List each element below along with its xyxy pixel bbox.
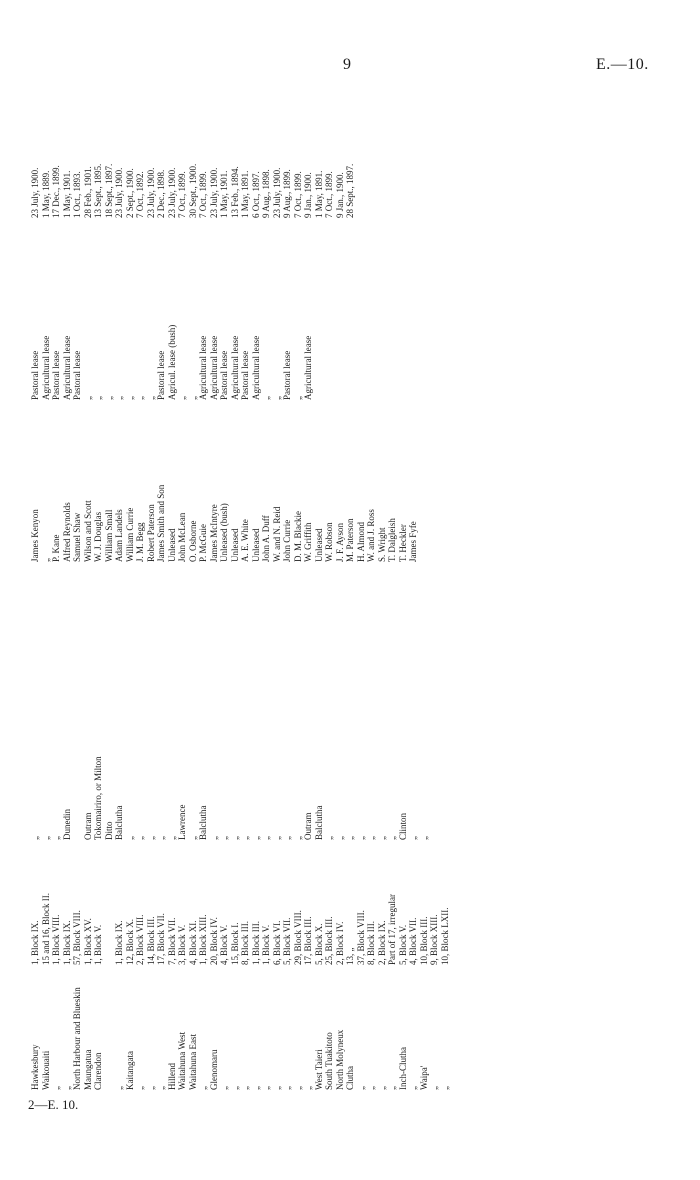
- district-cell: Inch-Clutha: [397, 1047, 408, 1090]
- district-cell: Clarendon: [93, 1052, 103, 1090]
- tenure-cell: Pastoral lease: [282, 350, 292, 400]
- district-cell: „: [271, 1086, 282, 1090]
- holder-cell: „: [40, 558, 51, 562]
- survey-district-cell: „: [292, 836, 303, 840]
- date-cell: 7 Oct., 1899.: [177, 171, 187, 218]
- district-cell: North Harbour and Blueskin: [72, 987, 82, 1090]
- holder-cell: John McLean: [177, 512, 187, 562]
- date-cell: 9 Aug., 1899.: [282, 169, 292, 218]
- date-cell: 1 May, 1891.: [313, 170, 324, 218]
- section-cell: 4, Block XI.: [187, 920, 198, 965]
- holder-cell: Alfred Reynolds: [61, 502, 72, 562]
- date-cell: 1 Oct., 1893.: [72, 171, 82, 218]
- tenure-cell: Agricultural lease: [198, 335, 208, 400]
- section-cell: 5, Block VII.: [282, 917, 292, 965]
- tenure-cell: Agricultural lease: [229, 335, 240, 400]
- holder-cell: D. M. Blackie: [292, 511, 303, 562]
- district-cell: „: [229, 1086, 240, 1090]
- section-cell: 15, Block I.: [229, 922, 240, 965]
- date-cell: 30 Sept., 1900.: [187, 163, 198, 218]
- district-cell: Waitahuna West: [177, 1031, 187, 1090]
- survey-district-cell: „: [51, 836, 61, 840]
- holder-cell: P. McGuie: [198, 524, 208, 562]
- district-cell: „: [376, 1086, 387, 1090]
- holder-cell: Robert Paterson: [145, 504, 156, 562]
- date-cell: 17 Dec., 1899.: [51, 165, 61, 218]
- date-column: [30, 108, 356, 218]
- holder-cell: Wilson and Scott: [82, 500, 93, 562]
- survey-district-cell: „: [135, 836, 145, 840]
- holder-cell: William Small: [103, 509, 114, 562]
- footer-signature: 2—E. 10.: [28, 1097, 79, 1112]
- date-cell: 9 Jan., 1900.: [303, 172, 313, 218]
- survey-district-cell: „: [40, 836, 51, 840]
- holder-cell: W. Griffith: [303, 522, 313, 562]
- section-cell: 5, Block V.: [397, 924, 408, 965]
- district-cell: „: [303, 1086, 313, 1090]
- district-cell: West Taieri: [313, 1049, 324, 1090]
- holder-cell: John Currie: [282, 519, 292, 562]
- district-cell: „: [240, 1086, 250, 1090]
- survey-district-cell: „: [187, 836, 198, 840]
- date-cell: 23 July, 1900.: [271, 167, 282, 218]
- survey-district-cell: „: [250, 836, 261, 840]
- tenure-cell: „: [292, 396, 303, 400]
- section-cell: 1, Block IX.: [30, 920, 40, 965]
- holder-cell: Samuel Shaw: [72, 512, 82, 562]
- district-cell: Hawkesbury: [30, 1044, 40, 1090]
- section-cell: 1, Block XV.: [82, 918, 93, 965]
- tenure-cell: Agricultural lease: [61, 335, 72, 400]
- date-cell: 13 Sept., 1895.: [93, 163, 103, 218]
- section-cell: 1, Block V.: [93, 924, 103, 965]
- holder-cell: H. Almond: [355, 521, 366, 562]
- survey-district-cell: „: [282, 836, 292, 840]
- district-cell: Waipa': [418, 1065, 429, 1090]
- page-reference: E.—10.: [596, 56, 649, 73]
- tenure-cell: Pastoral lease: [51, 350, 61, 400]
- survey-district-cell: Lawrence: [177, 804, 187, 840]
- holder-cell: Unleased: [166, 528, 177, 562]
- section-cell: 10, Block LXII.: [439, 907, 450, 965]
- tenure-cell: „: [114, 396, 124, 400]
- district-cell: „: [156, 1086, 166, 1090]
- date-cell: 2 Dec., 1898.: [156, 169, 166, 218]
- district-cell: „: [219, 1086, 229, 1090]
- holder-cell: P. Kane: [51, 534, 61, 562]
- survey-district-cell: Outram: [82, 812, 93, 840]
- survey-district-cell: „: [271, 836, 282, 840]
- section-cell: 3, Block V.: [177, 924, 187, 965]
- district-cell: „: [51, 1086, 61, 1090]
- section-cell: 37, Block VIII.: [355, 910, 366, 965]
- section-cell: 8, Block III.: [366, 921, 376, 965]
- section-cell: 1, Block V.: [261, 924, 271, 965]
- tenure-cell: „: [271, 396, 282, 400]
- section-cell: 13, „: [345, 947, 355, 965]
- survey-district-cell: „: [240, 836, 250, 840]
- survey-district-cell: Ditto: [103, 821, 114, 840]
- survey-district-cell: Balclutha: [198, 805, 208, 840]
- tenure-cell: „: [124, 396, 135, 400]
- section-cell: 1, Block IX.: [61, 920, 72, 965]
- section-cell: 29, Block VIII.: [292, 910, 303, 965]
- survey-district-cell: „: [229, 836, 240, 840]
- holder-cell: John A. Duff: [261, 515, 271, 562]
- date-cell: 28 Sept., 1897.: [345, 163, 355, 218]
- holder-cell: W. J. Douglas: [93, 511, 103, 562]
- district-cell: „: [198, 1086, 208, 1090]
- district-cell: „: [114, 1086, 124, 1090]
- tenure-cell: Agricultural lease: [208, 335, 219, 400]
- survey-district-cell: „: [345, 836, 355, 840]
- section-cell: 17, Block VII.: [156, 913, 166, 965]
- holder-cell: O. Osborne: [187, 520, 198, 562]
- tenure-cell: Agricultural lease: [40, 335, 51, 400]
- tenure-cell: Pastoral lease: [240, 350, 250, 400]
- district-cell: „: [145, 1086, 156, 1090]
- district-cell: „: [135, 1086, 145, 1090]
- district-cell: „: [366, 1086, 376, 1090]
- survey-district-cell: „: [334, 836, 345, 840]
- date-cell: 23 July, 1900.: [166, 167, 177, 218]
- district-cell: Clutha: [345, 1066, 355, 1090]
- survey-district-cell: Tokomairiro, or Milton: [93, 756, 103, 840]
- date-cell: 7 Oct., 1899.: [292, 171, 303, 218]
- section-cell: [104, 845, 115, 965]
- date-cell: 1 May, 1901.: [61, 170, 72, 218]
- tenure-cell: „: [82, 396, 93, 400]
- section-cell: 17, Block III.: [303, 916, 313, 965]
- section-cell: 7, Block VII.: [166, 917, 177, 965]
- survey-district-cell: „: [408, 836, 418, 840]
- district-cell: „: [261, 1086, 271, 1090]
- section-cell: 2, Block VIII.: [135, 914, 145, 965]
- holder-cell: James McIntyre: [208, 504, 219, 562]
- holder-cell: J. M. Begg: [135, 522, 145, 562]
- date-cell: 2 Sept., 1900.: [124, 168, 135, 218]
- section-cell: 12, Block X.: [124, 919, 135, 965]
- district-cell: „: [282, 1086, 292, 1090]
- date-cell: 9 Aug., 1898.: [261, 169, 271, 218]
- survey-district-cell: „: [145, 836, 156, 840]
- survey-district-cell: „: [30, 836, 40, 840]
- holder-cell: J. F. Ayson: [334, 523, 345, 562]
- date-cell: 23 July, 1900.: [114, 167, 124, 218]
- tenure-cell: „: [261, 396, 271, 400]
- holder-cell: M. Paterson: [345, 518, 355, 562]
- holder-cell: W. Robson: [324, 522, 334, 562]
- survey-district-cell: „: [124, 836, 135, 840]
- district-cell: [104, 970, 115, 1090]
- tenure-cell: „: [177, 396, 187, 400]
- holder-column: [30, 432, 419, 562]
- tenure-cell: Agricultural lease: [250, 335, 261, 400]
- section-cell: 6, Block VI.: [271, 920, 282, 965]
- district-cell: „: [429, 1086, 439, 1090]
- date-cell: 23 July, 1900.: [30, 167, 40, 218]
- district-cell: North Molyneux: [334, 1029, 345, 1090]
- date-cell: 1 May, 1901.: [219, 170, 229, 218]
- section-cell: 25, Block III.: [324, 916, 334, 965]
- holder-cell: William Currie: [124, 507, 135, 562]
- tenure-cell: „: [103, 396, 114, 400]
- section-cell: 2, Block IX.: [376, 920, 387, 965]
- survey-district-cell: „: [156, 836, 166, 840]
- survey-district-cell: „: [418, 836, 429, 840]
- date-cell: 28 Feb., 1901.: [82, 166, 93, 218]
- district-cell: Kaitangata: [124, 1051, 135, 1090]
- holder-cell: James Smith and Son: [156, 484, 166, 562]
- holder-cell: T. Dalgleish: [387, 518, 397, 562]
- tenure-cell: Pastoral lease: [156, 350, 166, 400]
- survey-district-cell: „: [261, 836, 271, 840]
- tenure-cell: Agricul. lease (bush): [166, 324, 177, 400]
- district-cell: „: [387, 1086, 397, 1090]
- district-cell: „: [355, 1086, 366, 1090]
- section-cell: 1, Block IX.: [114, 920, 124, 965]
- date-cell: 6 Oct., 1897.: [250, 171, 261, 218]
- holder-cell: W. and N. Reid: [271, 506, 282, 562]
- page-number: 9: [343, 56, 351, 73]
- date-cell: 23 July, 1900.: [208, 167, 219, 218]
- tenure-cell: „: [145, 396, 156, 400]
- survey-district-cell: Balclutha: [114, 805, 124, 840]
- survey-district-cell: „: [387, 836, 397, 840]
- tenure-cell: Pastoral lease: [72, 350, 82, 400]
- district-cell: Waikouaiti: [40, 1050, 51, 1090]
- district-cell: Waitahuna East: [187, 1033, 198, 1090]
- tenure-column: [30, 280, 314, 400]
- section-column: [30, 845, 450, 965]
- section-cell: 14, Block III.: [145, 916, 156, 965]
- district-column: [30, 970, 450, 1090]
- holder-cell: James Fyfe: [408, 521, 418, 562]
- date-cell: 7 Oct., 1892.: [135, 171, 145, 218]
- district-cell: „: [250, 1086, 261, 1090]
- survey-district-cell: Clinton: [397, 812, 408, 840]
- section-cell: 4, Block V.: [219, 924, 229, 965]
- survey-district-cell: „: [355, 836, 366, 840]
- holder-cell: T. Heckler: [397, 524, 408, 562]
- district-cell: Glenomaru: [208, 1049, 219, 1090]
- district-cell: Maungatua: [82, 1049, 93, 1090]
- holder-cell: Adam Landels: [114, 509, 124, 562]
- section-cell: 1, Block VIII.: [51, 914, 61, 965]
- district-cell: „: [61, 1086, 72, 1090]
- date-cell: 18 Sept., 1897.: [103, 163, 114, 218]
- section-cell: 10, Block III.: [418, 916, 429, 965]
- tenure-cell: „: [93, 396, 103, 400]
- survey-district-cell: „: [324, 836, 334, 840]
- district-cell: „: [439, 1086, 450, 1090]
- date-cell: 23 July, 1900.: [145, 167, 156, 218]
- holder-cell: Unleased (bush): [219, 503, 229, 562]
- tenure-cell: Agricultural lease: [303, 335, 313, 400]
- holder-cell: S. Wright: [376, 527, 387, 562]
- survey-district-column: [30, 750, 429, 840]
- date-cell: 7 Oct., 1899.: [198, 171, 208, 218]
- holder-cell: James Kenyon: [30, 509, 40, 562]
- section-cell: 1, Block XIII.: [198, 914, 208, 965]
- district-cell: Hillend: [166, 1063, 177, 1090]
- section-cell: 8, Block III.: [240, 921, 250, 965]
- rotated-table: [30, 90, 680, 1090]
- tenure-cell: Pastoral lease: [30, 350, 40, 400]
- section-cell: 9, Block XIII.: [429, 914, 439, 965]
- survey-district-cell: „: [166, 836, 177, 840]
- section-cell: 15 and 16, Block II.: [40, 893, 51, 965]
- date-cell: 7 Oct., 1899.: [324, 171, 334, 218]
- district-cell: „: [292, 1086, 303, 1090]
- survey-district-cell: „: [376, 836, 387, 840]
- section-cell: 57, Block VIII.: [72, 910, 82, 965]
- survey-district-cell: „: [219, 836, 229, 840]
- holder-cell: Unleased: [313, 528, 324, 562]
- section-cell: 20, Block IV.: [208, 917, 219, 965]
- holder-cell: Unleased: [250, 528, 261, 562]
- survey-district-cell: Dunedin: [61, 809, 72, 840]
- district-cell: „: [408, 1086, 418, 1090]
- section-cell: 2, Block IV.: [334, 921, 345, 965]
- tenure-cell: „: [135, 396, 145, 400]
- section-cell: 4, Block VII.: [408, 917, 418, 965]
- survey-district-cell: „: [366, 836, 376, 840]
- holder-cell: A. E. White: [240, 519, 250, 562]
- tenure-cell: „: [187, 396, 198, 400]
- section-cell: 1, Block III.: [250, 921, 261, 965]
- district-cell: South Tuakitoto: [324, 1032, 334, 1090]
- date-cell: 13 Feb., 1894.: [229, 166, 240, 218]
- holder-cell: Unleased: [229, 528, 240, 562]
- section-cell: 5, Block X.: [313, 923, 324, 965]
- date-cell: 1 May, 1889.: [40, 170, 51, 218]
- survey-district-cell: Balclutha: [313, 805, 324, 840]
- date-cell: 1 May, 1891.: [240, 170, 250, 218]
- survey-district-cell: [72, 750, 83, 840]
- section-cell: Part of 17, irregular: [387, 894, 397, 965]
- date-cell: 9 Jan., 1900.: [334, 172, 345, 218]
- survey-district-cell: Outram: [303, 812, 313, 840]
- tenure-cell: Pastoral lease: [219, 350, 229, 400]
- holder-cell: W. and J. Ross: [366, 509, 376, 562]
- survey-district-cell: „: [208, 836, 219, 840]
